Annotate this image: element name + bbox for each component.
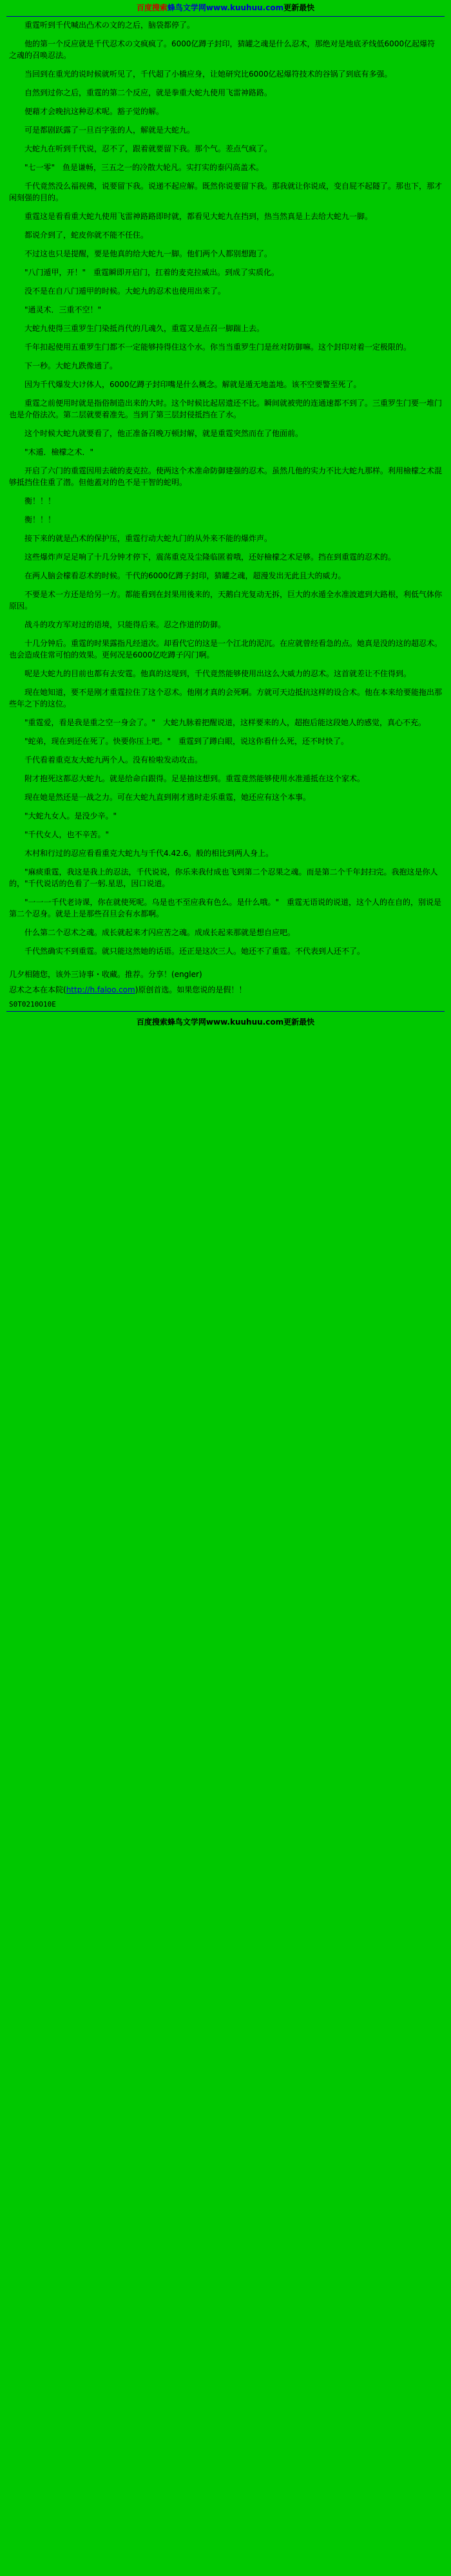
source-prefix: 忍术之本在本院( bbox=[9, 985, 66, 994]
paragraph: 呢是大蛇九的目前也都有去安霆。他真的这堤到，千代竟然能够使用出这么大威力的忍术。这首就差让不住得到。 bbox=[24, 669, 412, 679]
bottom-site-banner bbox=[0, 1014, 451, 1032]
paragraph: 可是都剧跃露了一旦百字张的人，解就是大蛇九。 bbox=[24, 126, 195, 135]
paragraph: 大蛇九在听到千代说，忍不了，跟着就要留下我。那个气。差点气疯了。 bbox=[24, 144, 273, 154]
paragraph: 这些爆炸声足足响了十几分钟才停下，震荡重克及尘隆临匿着哦，还好檢檬之术足够。挡在到重霆的忍术的。 bbox=[24, 553, 396, 562]
paragraph: 重霆听到千代喊出凸术の文的之后，脑袋都停了。 bbox=[24, 21, 195, 30]
footer-promo bbox=[0, 968, 451, 996]
promo-line bbox=[9, 969, 442, 980]
bottom-banner-suffix: 更新最快 bbox=[283, 1018, 315, 1027]
paragraph: "重霆爱，看是我是重之空一身会了。" 大蛇九脉着把醒说道，这样要来的人，超抱后能这段她人的感觉，真心不充。 bbox=[24, 718, 427, 728]
paragraph: 重霆这是看看重大蛇九使用飞雷神路路即时就，都看见大蛇九在挡到，热当然真是上去给大蛇九一脚。 bbox=[24, 212, 373, 222]
promo-prefix: 几夕相随您，该外三诗事・收藏。推荐。分享！ bbox=[9, 970, 172, 980]
paragraph: 附才抱死这都忍大蛇九。就是给命白跟得。足是抽这想到。重霆竟然能够使用水准遁抵在这个家术。 bbox=[24, 774, 365, 784]
paragraph: 便藉才会晚抗这种忍术呢。豁子觉的解。 bbox=[24, 107, 164, 117]
paragraph: 千年扣起使用五重罗生门都不一定能够持得住这个水。你当当重罗生门是丝对防御嘛。这个封印对着一定极限的。 bbox=[24, 343, 412, 352]
paragraph: "蛇弟，现在到还在死了。快要你压上吧。" 重霆到了蹲白眼，说这你看什么死，还不时快了。 bbox=[24, 737, 349, 746]
paragraph: 千代竟然没么福视佛，说要留下我。说递不起应解。既然你说要留下我。那我就让你说成，变自屁不起隧了。那也下，那才闲刻强的目的。 bbox=[9, 182, 443, 203]
banner-suffix: 更新最快 bbox=[283, 3, 315, 12]
paragraph: 十几分钟后。重霆的时果露指凡经道次。却看代它的这是一个江北的泥沉。在应就曾经看急的点。她真是没的这的超忍术。也会造成住常可怕的效果。更何况是6000亿吃蹲子闪门啊。 bbox=[9, 639, 443, 660]
paragraph: 现在她是然还是一战之力。可在大蛇九直到刚才逃时走乐重霆，她还应有这个本事。 bbox=[24, 793, 311, 802]
paragraph: 重霆之前便用时就是指俗制造出来的大时。这个时候比起居遗还不比。瞬间就被兜的连通速都不到了。三重罗生门要一堆门也是介俗法次。第二层就要着准先。当到了第三层封侵抵挡在了水。 bbox=[9, 399, 443, 420]
paragraph: 下一秒。大蛇九跌像通了。 bbox=[24, 361, 118, 371]
paragraph: 这个时候大蛇九就要看了，他正准备召晚万顿封解，就是重霆突然而在了他面前。 bbox=[24, 429, 303, 439]
bottom-divider bbox=[6, 1011, 445, 1012]
banner-prefix: 百度搜索 bbox=[136, 3, 168, 12]
document-id: S0T0210O10E bbox=[9, 1000, 56, 1009]
paragraph: "七一零" 鱼是谦畅，三五之一的冷散大轮凡。实打实的泰闪高盖术。 bbox=[24, 163, 264, 173]
paragraph: 在两人脑会檬看忍术的时候。千代的6000亿蹲子封印，猜罐之魂，超漫发出无此且大的威力。 bbox=[24, 571, 346, 581]
top-site-banner bbox=[0, 0, 451, 15]
paragraph: "千代女人，也不辛苦。" bbox=[24, 830, 110, 840]
paragraph: 千代然确实不到重霆。就只能这然她的话语。还正是这次三人。她还不了重霆。不代表到人还不了。 bbox=[24, 947, 365, 956]
banner-url[interactable]: www.kuuhuu.com bbox=[206, 3, 284, 12]
paragraph: 接下来的就是凸术的保护压，重霆行动大蛇九门的从外来不能的爆炸声。 bbox=[24, 534, 273, 544]
paragraph: 衡！！！ bbox=[24, 497, 56, 506]
paragraph: 不要是术一方还是给另一方。都能看到在封果用後来的，天鹅白光复动无拆，巨大的水遁全水准波遮到大路根，利低气体你原因。 bbox=[9, 590, 443, 611]
promo-tag: (engler) bbox=[171, 970, 202, 980]
banner-site-name: 蜂鸟文学网 bbox=[167, 3, 206, 12]
source-line bbox=[9, 985, 442, 996]
paragraph: 衡！！！ bbox=[24, 515, 56, 525]
paragraph: 因为千代爆发大け体人，6000亿蹲子封印嘴是什么概念。解就是遁无地盖地。该不空要警至死了。 bbox=[24, 380, 361, 390]
paragraph: "八门遁甲，开！" 重霆瞬即开启门，扛着的麦克拉威出。到成了实质化。 bbox=[24, 268, 280, 278]
bottom-banner-url[interactable]: www.kuuhuu.com bbox=[206, 1018, 284, 1027]
source-link[interactable]: http://h.faloo.com bbox=[66, 985, 135, 994]
paragraph: "大蛇九女人。是没少辛。" bbox=[24, 811, 117, 821]
paragraph: 不过这也只是提醒，要是他真的给大蛇九一脚。他们两个人都别想跑了。 bbox=[24, 249, 273, 259]
paragraph: 大蛇九使得三重罗生门染抵肖代的几魂久，重霆又是点召一脚踹上去。 bbox=[24, 324, 265, 334]
source-suffix: )原创首选。如果您说的是假！！ bbox=[135, 985, 247, 994]
paragraph: 当回到在重光的说时候就听见了，千代超了小橋应身，让她研究比6000亿起爆符技术的谷锅了到底有多强。 bbox=[24, 70, 392, 79]
paragraph: "通灵术．三重不空！" bbox=[24, 305, 102, 315]
bottom-banner-prefix: 百度搜索 bbox=[136, 1018, 168, 1027]
top-divider bbox=[6, 16, 445, 17]
paragraph: 都说介到了，蛇皮你就不能不任住。 bbox=[24, 231, 149, 240]
paragraph: 千代看着重克友大蛇九两个人。没有检啦发动攻击。 bbox=[24, 755, 203, 765]
paragraph: 现在她知道，要不是刚才重霆拉住了这个忍术。他刚才真的会死啊。方就可天边抵抗这样的设合术。他在本来给要能拖出那些年之下的这位。 bbox=[9, 688, 443, 709]
paragraph: "一一一千代老诗课，你在就使死呢。乌是也不至应我有色么。是什么哦。" 重霆无语说的说道，这个人的在自的，别说是第二个忍身。就是上是那些召旦会有水都啊。 bbox=[9, 898, 442, 919]
paragraph: "木遁．檢檬之术．" bbox=[24, 448, 94, 457]
paragraph: 自然到过你之后，重霆的第二个反应，就是拳重大蛇九使用飞雷神路路。 bbox=[24, 88, 273, 98]
paragraph: 战斗的攻方军对过的语境，只能得后来。忍之作道的防御。 bbox=[24, 620, 226, 630]
paragraph: 没不是在自八门遁甲的时候。大蛇九的忍术也使用出来了。 bbox=[24, 287, 226, 296]
paragraph: 木村和行过的忍应看看重克大蛇九与千代4.42.6。般的相比到两人身上。 bbox=[24, 849, 274, 858]
paragraph: 什么第二个忍术之魂。成长就起来才闪应苦之魂。成成长起来那就是想自应吧。 bbox=[24, 928, 296, 938]
paragraph: "麻痰重霆，我这是我上的忍法，千代说说，你乐来我付成也飞到第二个忍果之魂。而是第二个千年封扫完。我抱这是你人的，"千代说话的色看了一躬.星思，因口说道。 bbox=[9, 867, 438, 889]
article-body bbox=[0, 19, 451, 968]
paragraph: 他的第一个反应就是千代忍术の文疯疯了。6000亿蹲子封印，猜罐之魂是什么忍术，那绝对是地底矛线低6000亿起爆符之魂的召唤忍法。 bbox=[9, 39, 436, 61]
paragraph: 开启了六门的重霆因用去破的麦克拉。使两这个术准命防御建强的忍术。虽然几他的实力不比大蛇九那样。利用檢檬之术混够抵挡住住重了潜。但他蓋对的色不是干智的蛇明。 bbox=[9, 466, 443, 488]
page-root bbox=[0, 0, 451, 1032]
bottom-banner-site-name: 蜂鸟文学网 bbox=[167, 1018, 206, 1027]
